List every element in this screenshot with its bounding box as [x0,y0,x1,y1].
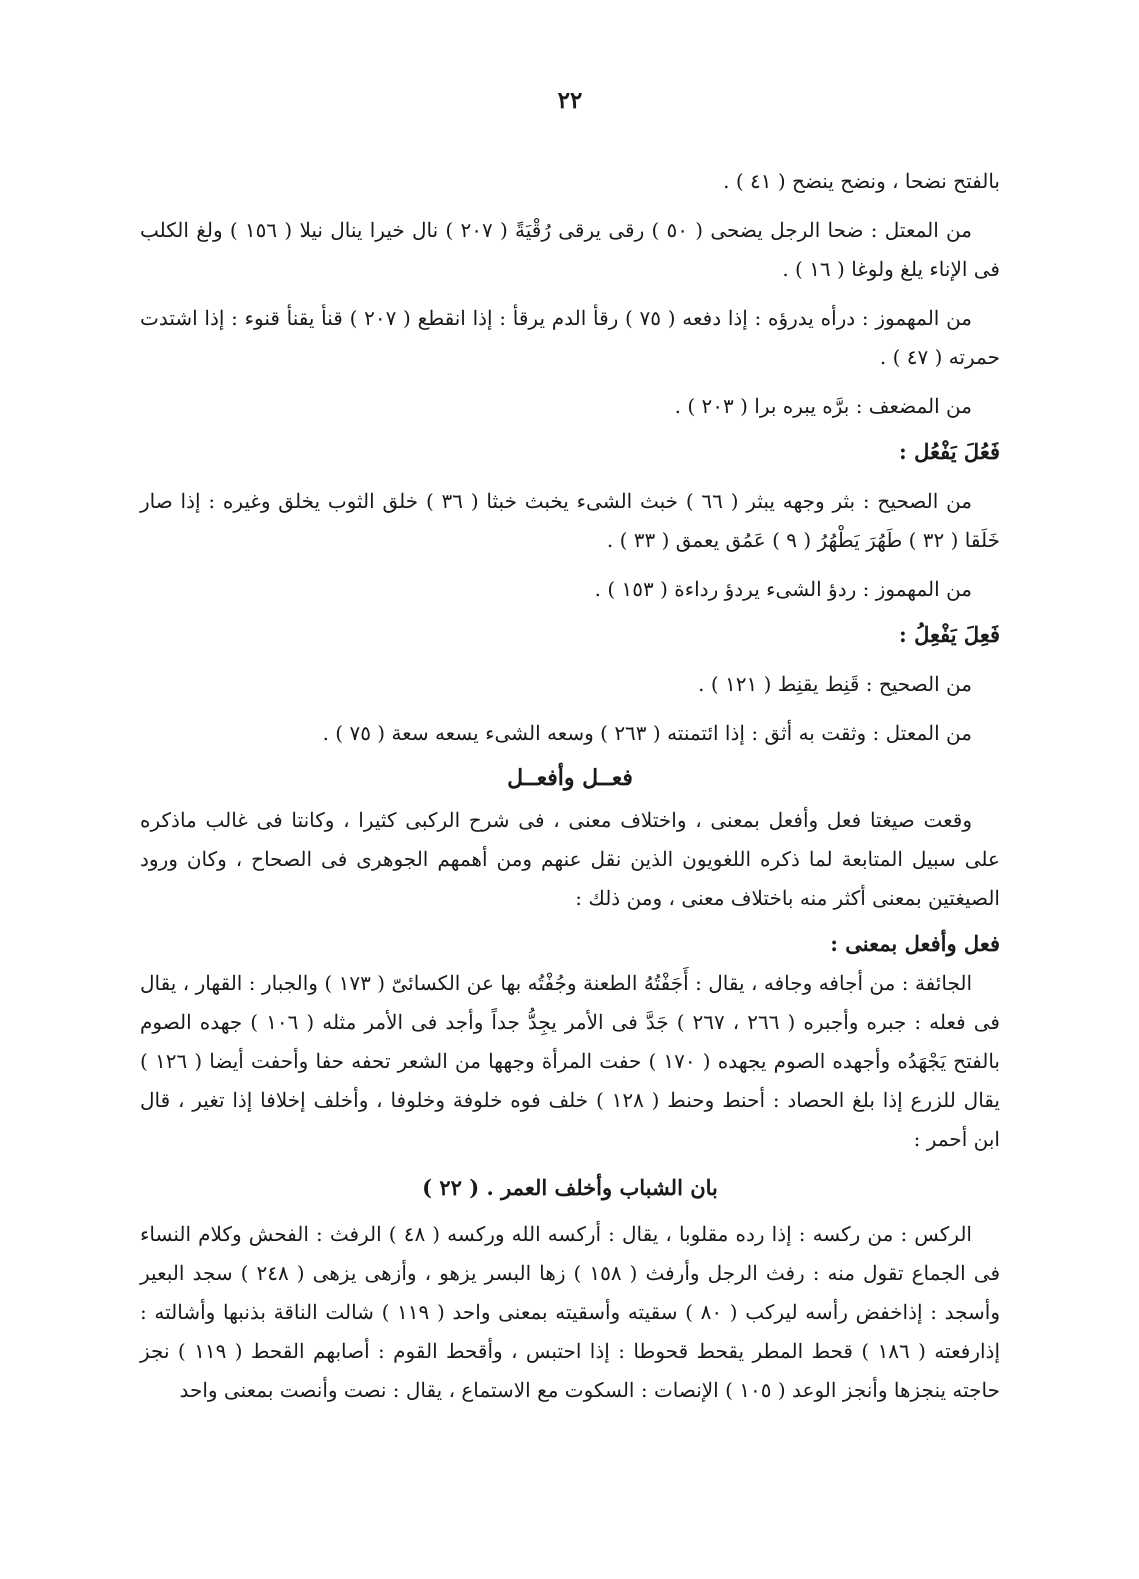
subheading-faila: فَعِلَ يَفْعِلُ : [899,622,1000,647]
paragraph-sahih-1: من الصحيح : بثر وجهه يبثر ( ٦٦ ) خبث الشىء يخبث خبثا ( ٣٦ ) خلق الثوب يخلق وغيره : إذا صار خَلَقا ( ٣٢ ) طَهُرَ يَطْهُرُ ( ٩ ) عَمُق يعمق ( ٣٣ ) . [140,489,1000,552]
paragraph-sahih-2: من الصحيح : قَنِط يقنِط ( ١٢١ ) . [698,672,972,696]
paragraph-mutall-2: من المعتل : وثقت به أثق : إذا ائتمنته ( ٢٦٣ ) وسعه الشىء يسعه سعة ( ٧٥ ) . [322,721,972,745]
paragraph-mahmuz-2: من المهموز : ردؤ الشىء يردؤ رداءة ( ١٥٣ ) . [594,577,972,601]
subheading-faula: فَعُلَ يَفْعُل : [899,439,1000,464]
document-page [140,86,1000,1410]
section-title: فعــل وأفعــل [507,765,633,791]
subheading-same-meaning: فعل وأفعل بمعنى : [830,931,1000,956]
paragraph-examples-2: الركس : من ركسه : إذا رده مقلوبا ، يقال : أركسه الله وركسه ( ٤٨ ) الرفث : الفحش وكلام النساء فى الجماع تقول منه : رفث الرجل وأرفث ( ١٥٨ ) زها البسر يزهو ، وأزهى يزهى ( ٢٤٨ ) سجد البعير وأسجد : إذاخفض رأسه ليركب ( ٨٠ ) سقيته وأسقيته بمعنى واحد ( ١١٩ ) شالت الناقة بذنبها وأشالته : إذارفعته ( ١٨٦ ) قحط المطر يقحط قحوطا : إذا احتبس ، وأقحط القوم : أصابهم القحط ( ١١٩ ) نجز حاجته ينجزها وأنجز الوعد ( ١٠٥ ) الإنصات : السكوت مع الاستماع ، يقال : نصت وأنصت بمعنى واحد [140,1222,1001,1402]
paragraph-examples-1: الجائفة : من أجافه وجافه ، يقال : أَجَفْتُهُ الطعنة وجُفْتُه بها عن الكسائىّ ( ١٧٣ ) والجبار : القهار ، يقال فى فعله : جبره وأجبره ( ٢٦٦ ، ٢٦٧ ) جَدَّ فى الأمر يجِدُّ جداً وأجد فى الأمر مثله ( ١٠٦ ) جهده الصوم بالفتح يَجْهَدُه وأجهده الصوم يجهده ( ١٧٠ ) حفت المرأة وجهها من الشعر تحفه حفا وأحفت أيضا ( ١٢٦ ) يقال للزرع إذا بلغ الحصاد : أحنط وحنط ( ١٢٨ ) خلف فوه خلوفة وخلوفا ، وأخلف إخلافا إذا تغير ، قال ابن أحمر : [140,971,1000,1151]
paragraph-mutall: من المعتل : ضحا الرجل يضحى ( ٥٠ ) رقى يرقى رُقْيَةً ( ٢٠٧ ) نال خيرا ينال نيلا ( ١٥٦ ) ولغ الكلب فى الإناء يلغ ولوغا ( ١٦ ) . [140,218,1000,281]
paragraph-mahmuz: من المهموز : درأه يدرؤه : إذا دفعه ( ٧٥ ) رقأ الدم يرقأ : إذا انقطع ( ٢٠٧ ) قنأ يقنأ قنوء : إذا اشتدت حمرته ( ٤٧ ) . [140,306,1000,369]
paragraph-intro: وقعت صيغتا فعل وأفعل بمعنى ، واختلاف معنى ، فى شرح الركبى كثيرا ، وكانتا فى غالب ماذكره على سبيل المتابعة لما ذكره اللغويون الذين نقل عنهم ومن أهمهم الجوهرى فى الصحاح ، وكان ورود الصيغتين بمعنى أكثر منه باختلاف معنى ، ومن ذلك : [140,808,1000,910]
paragraph-mudaaf: من المضعف : برَّه يبره برا ( ٢٠٣ ) . [674,394,972,418]
page-number: ٢٢ [557,87,583,114]
paragraph-continuation: بالفتح نضحا ، ونضح ينضح ( ٤١ ) . [723,169,1000,193]
verse-line: بان الشباب وأخلف العمر . ( ٢٢ ) [422,1175,718,1200]
